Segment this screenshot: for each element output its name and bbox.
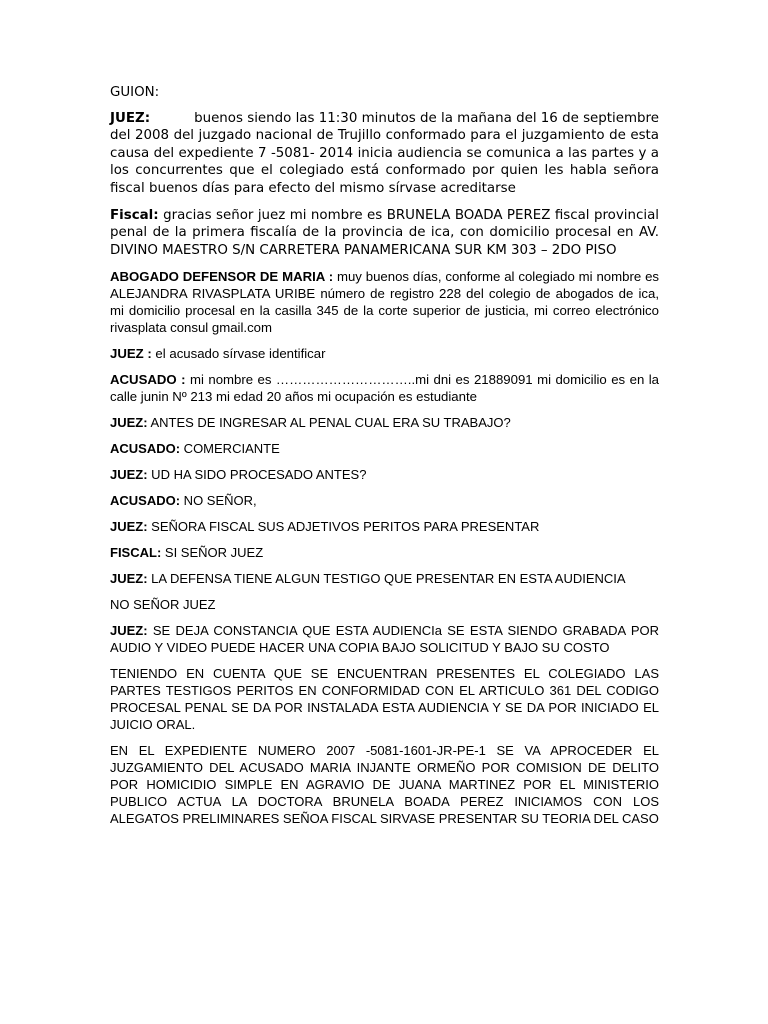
speaker-label: JUEZ:	[110, 415, 148, 431]
speaker-label: ACUSADO:	[110, 441, 181, 457]
speaker-label: JUEZ:	[110, 110, 151, 126]
speaker-label: FISCAL:	[110, 545, 162, 561]
paragraph-text: NO SEÑOR JUEZ	[110, 597, 216, 613]
paragraph-fiscal-intro	[110, 207, 659, 260]
speaker-label: JUEZ:	[110, 467, 148, 483]
document-title: GUION:	[110, 85, 160, 100]
speaker-label: Fiscal:	[110, 207, 159, 223]
paragraph-expediente	[110, 742, 659, 827]
paragraph-text: mi nombre es …………………………..mi dni es 21889091 mi domicilio es en la calle junin Nº 213 mi edad 20 años mi ocupación es estudiante	[110, 372, 659, 405]
paragraph-text: SEÑORA FISCAL SUS ADJETIVOS PERITOS PARA PRESENTAR	[147, 519, 540, 535]
paragraph-defensor-intro	[110, 268, 659, 336]
paragraph-text: COMERCIANTE	[180, 441, 280, 457]
paragraph-juez-identify	[110, 345, 659, 362]
speaker-label: JUEZ:	[110, 519, 148, 535]
paragraph-text: LA DEFENSA TIENE ALGUN TESTIGO QUE PRESENTAR EN ESTA AUDIENCIA	[147, 571, 626, 587]
paragraph-juez-peritos	[110, 518, 659, 535]
paragraph-text: gracias señor juez mi nombre es BRUNELA BOADA PEREZ fiscal provincial penal de la primera fiscalía de la provincia de ica, con domicilio procesal en AV. DIVINO MAESTRO S/N CARRETERA PANAMERICANA SUR KM 303 – 2DO PISO	[110, 207, 659, 258]
document-page	[110, 84, 659, 836]
paragraph-no-senor-juez	[110, 596, 659, 613]
paragraph-text: muy buenos días, conforme al colegiado mi nombre es ALEJANDRA RIVASPLATA URIBE número de registro 228 del colegio de abogados de ica, mi domicilio procesal en la casilla 345 de la corte superior de justicia, mi correo electrónico rivasplata consul gmail.com	[110, 269, 659, 336]
paragraph-text: TENIENDO EN CUENTA QUE SE ENCUENTRAN PRESENTES EL COLEGIADO LAS PARTES TESTIGOS PERITOS EN CONFORMIDAD CON EL ARTICULO 361 DEL CODIGO PROCESAL PENAL SE DA POR INSTALADA ESTA AUDIENCIA Y SE DA POR INICIADO EL JUICIO ORAL.	[110, 666, 659, 733]
paragraph-juez-procesado	[110, 466, 659, 483]
paragraph-acusado-comerciante	[110, 440, 659, 457]
paragraph-text: SE DEJA CONSTANCIA QUE ESTA AUDIENCIa SE ESTA SIENDO GRABADA POR AUDIO Y VIDEO PUEDE HACER UNA COPIA BAJO SOLICITUD Y BAJO SU COSTO	[110, 623, 659, 656]
paragraph-juez-constancia	[110, 622, 659, 656]
paragraph-text: UD HA SIDO PROCESADO ANTES?	[147, 467, 367, 483]
paragraph-text: SI SEÑOR JUEZ	[161, 545, 264, 561]
speaker-label: ABOGADO DEFENSOR DE MARIA :	[110, 269, 334, 285]
paragraph-acusado-identity	[110, 371, 659, 405]
paragraph-fiscal-si	[110, 544, 659, 561]
paragraph-acusado-no	[110, 492, 659, 509]
paragraph-juez-opening	[110, 110, 659, 198]
paragraph-juez-trabajo	[110, 414, 659, 431]
paragraph-teniendo-en-cuenta	[110, 665, 659, 733]
speaker-label: JUEZ :	[110, 346, 152, 362]
speaker-label: ACUSADO :	[110, 372, 186, 388]
paragraph-text: NO SEÑOR,	[180, 493, 257, 509]
speaker-label: JUEZ:	[110, 623, 148, 639]
speaker-label: ACUSADO:	[110, 493, 181, 509]
speaker-label: JUEZ:	[110, 571, 148, 587]
paragraph-text: el acusado sírvase identificar	[151, 346, 326, 362]
paragraph-text: buenos siendo las 11:30 minutos de la mañana del 16 de septiembre del 2008 del juzgado nacional de Trujillo conformado para el juzgamiento de esta causa del expediente 7 -5081- 2014 inicia audiencia se comunica a las partes y a los concurrentes que el colegiado está conformado por quien les habla señora fiscal buenos días para efecto del mismo sírvase acreditarse	[110, 110, 659, 196]
paragraph-text: ANTES DE INGRESAR AL PENAL CUAL ERA SU TRABAJO?	[147, 415, 511, 431]
paragraph-juez-testigo	[110, 570, 659, 587]
paragraph-text: EN EL EXPEDIENTE NUMERO 2007 -5081-1601-JR-PE-1 SE VA APROCEDER EL JUZGAMIENTO DEL ACUSADO MARIA INJANTE ORMEÑO POR COMISION DE DELITO POR HOMICIDIO SIMPLE EN AGRAVIO DE JUANA MARTINEZ POR EL MINISTERIO PUBLICO ACTUA LA DOCTORA BRUNELA BOADA PEREZ INICIAMOS CON LOS ALEGATOS PRELIMINARES SEÑOA FISCAL SIRVASE PRESENTAR SU TEORIA DEL CASO	[110, 743, 659, 827]
